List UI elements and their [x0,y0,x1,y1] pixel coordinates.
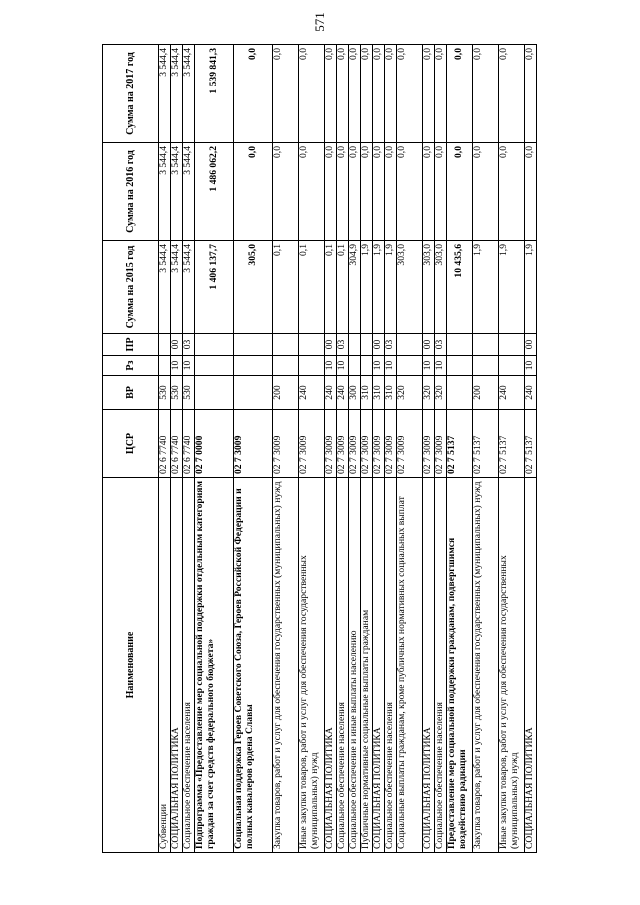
row-sum-2016: 0,0 [385,143,397,241]
row-pr: 00 [325,334,337,356]
row-rz: 10 [171,356,183,376]
row-sum-2017: 0,0 [273,45,299,143]
row-name: Закупка товаров, работ и услуг для обеспечения государственных (муниципальных) нужд [273,478,299,853]
row-pr: 03 [183,334,195,356]
table-row [325,45,337,853]
table-row [171,45,183,853]
row-csr: 02 7 3009 [423,410,435,478]
row-vr: 200 [473,376,499,410]
row-vr: 310 [361,376,373,410]
row-sum-2016: 3 544,4 [159,143,171,241]
row-rz [361,356,373,376]
row-csr: 02 7 3009 [234,410,273,478]
row-csr: 02 6 7740 [171,410,183,478]
row-vr: 310 [385,376,397,410]
row-vr: 240 [337,376,349,410]
row-name: Социальное обеспечение населения [435,478,447,853]
row-sum-2015: 0,1 [325,241,337,334]
row-vr: 530 [183,376,195,410]
table-row [361,45,373,853]
row-name: Социальная поддержка Героев Советского Союза, Героев Российской Федерации и полных кавалеров ордена Славы [234,478,273,853]
row-pr [447,334,473,356]
row-sum-2016: 3 544,4 [171,143,183,241]
row-sum-2017: 0,0 [234,45,273,143]
row-vr: 240 [499,376,525,410]
row-rz [447,356,473,376]
header-2015: Сумма на 2015 год [103,241,159,334]
rotated-table-container [102,45,542,853]
row-vr: 320 [435,376,447,410]
row-sum-2017: 3 544,4 [159,45,171,143]
row-pr: 03 [385,334,397,356]
row-sum-2016: 0,0 [373,143,385,241]
row-sum-2015: 1,9 [385,241,397,334]
row-name: СОЦИАЛЬНАЯ ПОЛИТИКА [373,478,385,853]
row-rz: 10 [373,356,385,376]
row-vr: 200 [273,376,299,410]
row-sum-2015: 0,1 [299,241,325,334]
row-sum-2015: 1 406 137,7 [195,241,234,334]
row-sum-2015: 10 435,6 [447,241,473,334]
page-number: 571 [312,12,327,32]
row-name: СОЦИАЛЬНАЯ ПОЛИТИКА [171,478,183,853]
table-row [385,45,397,853]
row-pr [273,334,299,356]
header-2017: Сумма на 2017 год [103,45,159,143]
row-csr: 02 6 7740 [159,410,171,478]
row-sum-2017: 0,0 [385,45,397,143]
row-sum-2016: 0,0 [234,143,273,241]
row-sum-2017: 0,0 [435,45,447,143]
row-rz [349,356,361,376]
row-csr: 02 7 5137 [525,410,537,478]
row-name: Социальное обеспечение населения [385,478,397,853]
row-sum-2015: 1,9 [499,241,525,334]
row-sum-2015: 3 544,4 [171,241,183,334]
row-pr: 03 [435,334,447,356]
row-rz [499,356,525,376]
row-csr: 02 7 5137 [499,410,525,478]
row-pr: 03 [337,334,349,356]
row-sum-2015: 1,9 [473,241,499,334]
row-csr: 02 7 3009 [385,410,397,478]
row-sum-2016: 0,0 [473,143,499,241]
row-sum-2017: 0,0 [373,45,385,143]
row-csr: 02 7 5137 [473,410,499,478]
row-csr: 02 7 5137 [447,410,473,478]
row-sum-2017: 3 544,4 [183,45,195,143]
row-sum-2016: 0,0 [435,143,447,241]
row-sum-2016: 0,0 [447,143,473,241]
row-rz [299,356,325,376]
table-row [525,45,537,853]
table-row [423,45,435,853]
row-name: Подпрограмма «Предоставление мер социальной поддержки отдельным категориям граждан за счет средств федерального бюджета» [195,478,234,853]
row-rz: 10 [385,356,397,376]
header-vr: ВР [103,376,159,410]
row-csr: 02 7 3009 [435,410,447,478]
table-row [435,45,447,853]
header-row [103,45,159,853]
row-rz [473,356,499,376]
row-vr [447,376,473,410]
row-vr: 530 [159,376,171,410]
table-row [499,45,525,853]
row-sum-2016: 1 486 062,2 [195,143,234,241]
row-sum-2015: 305,0 [234,241,273,334]
row-sum-2016: 0,0 [273,143,299,241]
row-csr: 02 7 3009 [273,410,299,478]
row-vr [234,376,273,410]
row-rz [397,356,423,376]
row-pr [473,334,499,356]
row-rz: 10 [325,356,337,376]
row-sum-2015: 0,1 [273,241,299,334]
row-rz: 10 [435,356,447,376]
row-csr: 02 7 3009 [349,410,361,478]
row-csr: 02 7 3009 [361,410,373,478]
row-sum-2017: 0,0 [361,45,373,143]
row-name: Социальное обеспечение и иные выплаты населению [349,478,361,853]
row-vr: 240 [325,376,337,410]
page-number-container [300,14,340,44]
row-name: Предоставление мер социальной поддержки гражданам, подвергшимся воздействию радиации [447,478,473,853]
row-name: Иные закупки товаров, работ и услуг для обеспечения государственных (муниципальных) нужд [499,478,525,853]
row-name: СОЦИАЛЬНАЯ ПОЛИТИКА [325,478,337,853]
row-csr: 02 6 7740 [183,410,195,478]
row-vr: 310 [373,376,385,410]
row-pr: 00 [423,334,435,356]
row-pr [234,334,273,356]
row-sum-2016: 0,0 [299,143,325,241]
row-sum-2016: 0,0 [361,143,373,241]
budget-table [102,44,537,853]
row-name: Субвенции [159,478,171,853]
row-sum-2017: 3 544,4 [171,45,183,143]
row-rz: 10 [183,356,195,376]
row-sum-2016: 0,0 [525,143,537,241]
table-row [195,45,234,853]
row-csr: 02 7 3009 [325,410,337,478]
row-sum-2015: 3 544,4 [159,241,171,334]
row-sum-2017: 0,0 [525,45,537,143]
header-pr: ПР [103,334,159,356]
row-sum-2016: 0,0 [397,143,423,241]
row-rz [234,356,273,376]
row-pr [195,334,234,356]
row-pr [159,334,171,356]
table-row [183,45,195,853]
row-vr: 530 [171,376,183,410]
row-sum-2015: 303,0 [435,241,447,334]
row-pr [349,334,361,356]
row-sum-2015: 304,9 [349,241,361,334]
row-vr: 240 [525,376,537,410]
row-pr: 00 [525,334,537,356]
row-name: СОЦИАЛЬНАЯ ПОЛИТИКА [525,478,537,853]
header-name: Наименование [103,478,159,853]
row-csr: 02 7 3009 [337,410,349,478]
row-sum-2015: 303,0 [397,241,423,334]
header-2016: Сумма на 2016 год [103,143,159,241]
row-pr: 00 [373,334,385,356]
row-sum-2017: 0,0 [499,45,525,143]
row-sum-2017: 0,0 [447,45,473,143]
row-sum-2017: 0,0 [423,45,435,143]
row-pr [397,334,423,356]
row-vr: 240 [299,376,325,410]
row-rz [195,356,234,376]
table-row [337,45,349,853]
row-vr: 320 [423,376,435,410]
table-body [159,45,537,853]
row-sum-2016: 0,0 [349,143,361,241]
row-pr: 00 [171,334,183,356]
row-sum-2016: 3 544,4 [183,143,195,241]
row-sum-2015: 1,9 [373,241,385,334]
row-vr: 320 [397,376,423,410]
row-sum-2016: 0,0 [423,143,435,241]
table-row [397,45,423,853]
row-sum-2015: 303,0 [423,241,435,334]
row-csr: 02 7 3009 [373,410,385,478]
header-rz: Рз [103,356,159,376]
row-rz [273,356,299,376]
row-csr: 02 7 3009 [299,410,325,478]
row-pr [299,334,325,356]
row-sum-2015: 1,9 [525,241,537,334]
table-row [473,45,499,853]
table-row [373,45,385,853]
row-sum-2015: 3 544,4 [183,241,195,334]
row-csr: 02 7 0000 [195,410,234,478]
row-name: Публичные нормативные социальные выплаты гражданам [361,478,373,853]
row-name: Социальное обеспечение населения [337,478,349,853]
row-sum-2016: 0,0 [325,143,337,241]
row-rz: 10 [525,356,537,376]
row-rz: 10 [337,356,349,376]
row-vr: 300 [349,376,361,410]
row-name: СОЦИАЛЬНАЯ ПОЛИТИКА [423,478,435,853]
row-name: Социальное обеспечение населения [183,478,195,853]
row-pr [499,334,525,356]
row-name: Иные закупки товаров, работ и услуг для обеспечения государственных (муниципальных) нужд [299,478,325,853]
row-sum-2016: 0,0 [499,143,525,241]
row-sum-2016: 0,0 [337,143,349,241]
table-row [159,45,171,853]
row-sum-2017: 0,0 [473,45,499,143]
row-sum-2017: 0,0 [337,45,349,143]
row-sum-2015: 1,9 [361,241,373,334]
row-csr: 02 7 3009 [397,410,423,478]
row-sum-2017: 1 539 841,3 [195,45,234,143]
table-row [299,45,325,853]
row-sum-2017: 0,0 [325,45,337,143]
row-vr [195,376,234,410]
row-sum-2017: 0,0 [299,45,325,143]
rotated-table-frame [102,45,542,853]
row-name: Закупка товаров, работ и услуг для обеспечения государственных (муниципальных) нужд [473,478,499,853]
row-sum-2017: 0,0 [349,45,361,143]
row-pr [361,334,373,356]
table-row [447,45,473,853]
row-rz: 10 [423,356,435,376]
table-row [273,45,299,853]
header-csr: ЦСР [103,410,159,478]
row-name: Социальные выплаты гражданам, кроме публичных нормативных социальных выплат [397,478,423,853]
row-sum-2017: 0,0 [397,45,423,143]
table-row [349,45,361,853]
row-sum-2015: 0,1 [337,241,349,334]
table-row [234,45,273,853]
row-rz [159,356,171,376]
